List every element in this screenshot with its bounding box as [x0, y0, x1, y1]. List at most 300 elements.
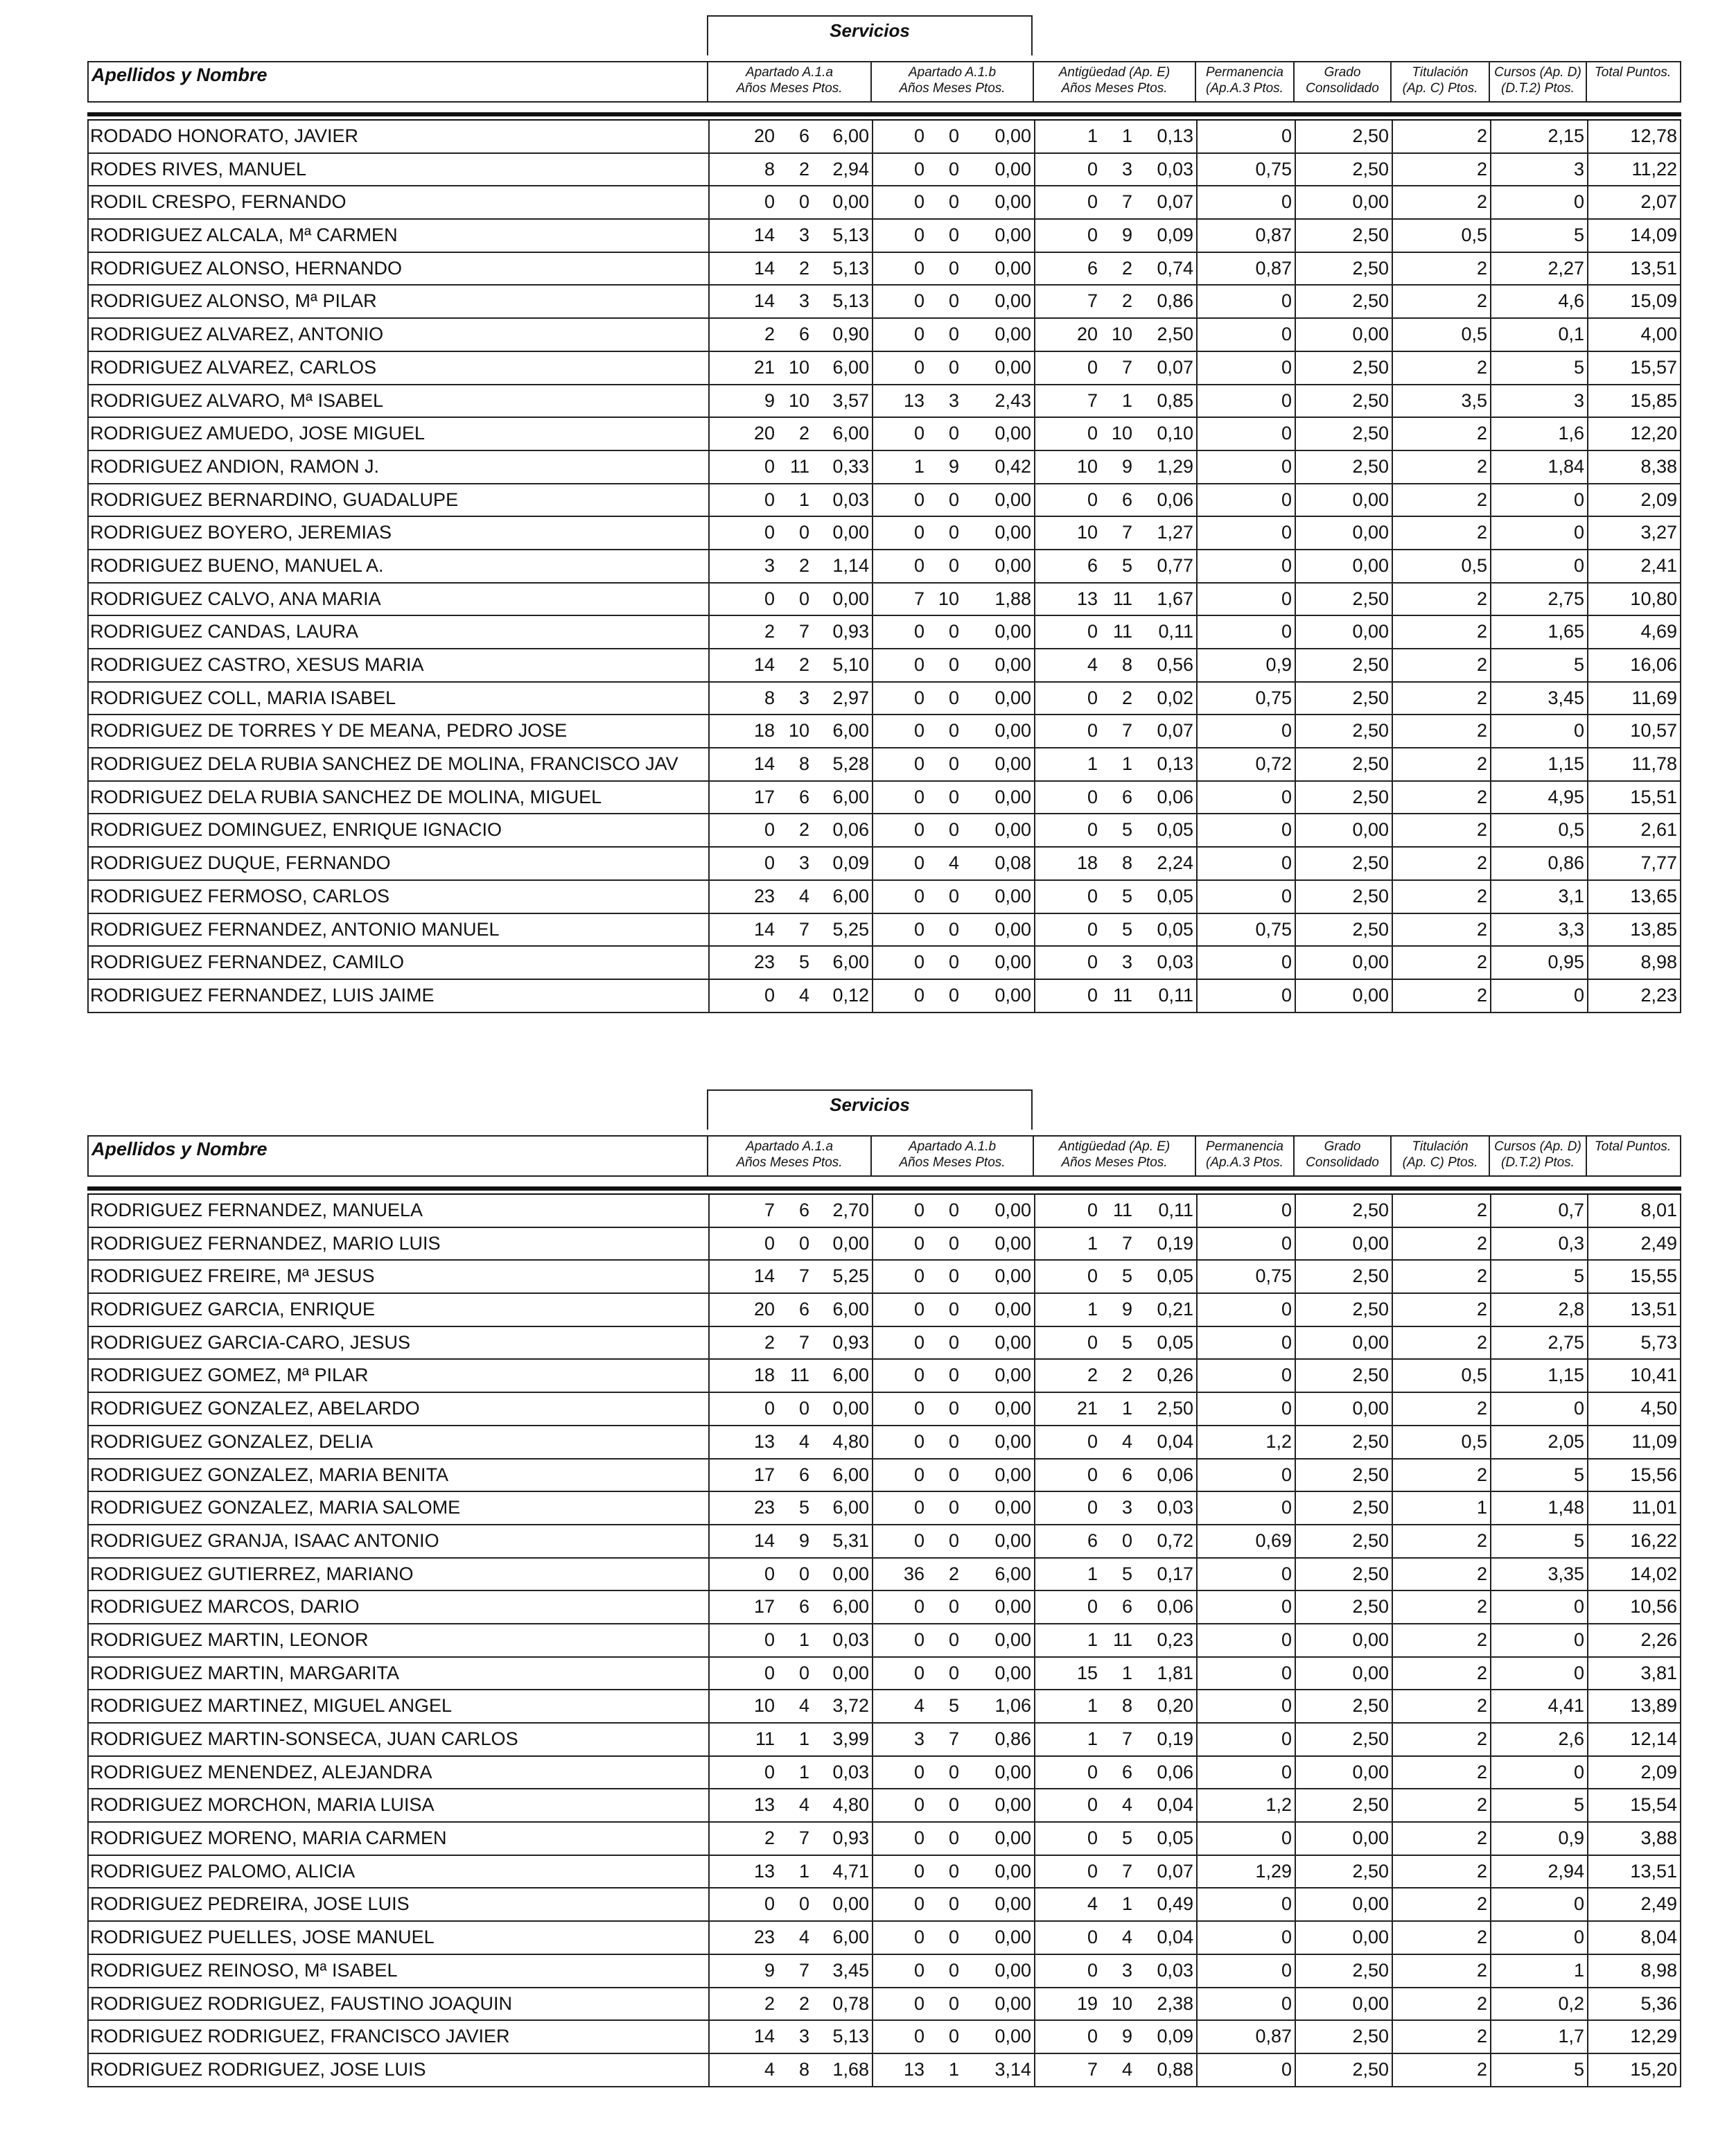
row-value: 0,5 [1392, 319, 1490, 351]
header-a1a-line1: Apartado A.1.a [745, 65, 834, 80]
row-value: 0 [1034, 782, 1101, 814]
row-value: 0,03 [1157, 1959, 1193, 1981]
row-value: 0,00 [1295, 1327, 1392, 1359]
table-row [89, 319, 1680, 352]
row-value: 16,06 [1587, 649, 1680, 681]
row-name: RODRIGUEZ GARCIA, ENRIQUE [90, 1299, 376, 1320]
row-value: 0 [708, 1624, 778, 1656]
row-value: 15,09 [1587, 286, 1680, 317]
row-value: 0 [948, 654, 959, 675]
row-value: 4,71 [832, 1860, 869, 1882]
row-value: 0 [948, 786, 959, 807]
row-value: 0,00 [994, 1959, 1031, 1981]
row-value: 2 [1392, 1658, 1490, 1690]
row-value: 0,00 [1295, 517, 1392, 549]
row-value: 0 [1196, 1294, 1295, 1326]
header-grado [1293, 62, 1390, 101]
row-value: 0,86 [1490, 848, 1587, 879]
row-value: 3 [1121, 1959, 1132, 1981]
row-name: RODRIGUEZ BOYERO, JEREMIAS [90, 522, 392, 543]
row-value: 4 [708, 2054, 778, 2086]
row-value: 3,45 [1490, 683, 1587, 715]
row-value: 14 [708, 220, 778, 252]
row-value: 0,10 [1157, 423, 1193, 444]
row-value: 0,13 [1157, 753, 1193, 775]
row-value: 0,06 [1157, 786, 1193, 807]
row-value: 3 [1490, 154, 1587, 186]
row-name: RODRIGUEZ DELA RUBIA SANCHEZ DE MOLINA, FRANCISCO JAV [90, 753, 678, 775]
row-value: 14 [708, 1261, 778, 1292]
row-value: 0,07 [1157, 1860, 1193, 1882]
row-value: 2 [1392, 782, 1490, 814]
row-value: 0 [1034, 1492, 1101, 1524]
row-name: RODRIGUEZ FERMOSO, CARLOS [90, 885, 390, 906]
row-value: 2,50 [1295, 584, 1392, 615]
row-value: 2,07 [1587, 186, 1680, 218]
row-value: 0 [872, 484, 927, 516]
row-value: 2 [1034, 1360, 1101, 1392]
row-value: 0,05 [1157, 1265, 1193, 1287]
table-row [89, 1525, 1680, 1559]
row-value: 36 [872, 1559, 927, 1590]
header-cursos-line2: (D.T.2) Ptos. [1501, 81, 1575, 96]
row-value: 0 [1034, 947, 1101, 979]
row-value: 0 [798, 1563, 809, 1584]
row-value: 0,06 [1157, 489, 1193, 510]
row-value: 0 [872, 154, 927, 186]
row-value: 0,00 [994, 918, 1031, 940]
row-value: 0 [872, 1988, 927, 2020]
row-value: 0 [1196, 1988, 1295, 2020]
row-value: 0,00 [994, 191, 1031, 213]
row-value: 0 [708, 848, 778, 879]
row-value: 3,72 [832, 1695, 869, 1717]
row-value: 2 [1392, 814, 1490, 846]
row-value: 1 [1034, 1228, 1101, 1260]
row-value: 7 [798, 1265, 809, 1287]
row-value: 2 [1392, 1559, 1490, 1590]
row-value: 15 [1034, 1658, 1101, 1690]
row-value: 5,13 [832, 2026, 869, 2047]
row-value: 5 [1121, 885, 1132, 906]
row-value: 7 [708, 1195, 778, 1227]
row-value: 0,12 [832, 984, 869, 1006]
row-value: 4,80 [832, 1430, 869, 1452]
row-name: RODADO HONORATO, JAVIER [90, 125, 359, 146]
row-value: 0 [1196, 1624, 1295, 1656]
row-value: 2 [1392, 484, 1490, 516]
row-value: 13 [708, 1856, 778, 1888]
row-value: 5 [798, 1497, 809, 1518]
row-value: 0,04 [1157, 1927, 1193, 1948]
row-value: 0 [872, 1360, 927, 1392]
row-value: 0,00 [994, 2026, 1031, 2047]
row-value: 0 [872, 1393, 927, 1425]
row-value: 0 [948, 1828, 959, 1849]
row-value: 0 [1196, 286, 1295, 317]
row-value: 0,75 [1196, 1261, 1295, 1292]
row-value: 3 [1121, 952, 1132, 973]
row-value: 0,00 [994, 522, 1031, 543]
row-name: RODRIGUEZ AMUEDO, JOSE MIGUEL [90, 423, 426, 444]
row-value: 0 [1034, 1789, 1101, 1821]
row-value: 0,78 [832, 1992, 869, 2014]
header-a1b [870, 62, 1033, 101]
row-value: 0 [798, 588, 809, 609]
row-value: 18 [1034, 848, 1101, 879]
row-value: 10 [1111, 1992, 1132, 2014]
row-name: RODES RIVES, MANUEL [90, 158, 307, 179]
row-value: 0,00 [1295, 550, 1392, 582]
row-value: 4,80 [832, 1794, 869, 1816]
row-value: 0 [948, 1927, 959, 1948]
row-value: 2,50 [1295, 121, 1392, 152]
row-value: 6 [1034, 1525, 1101, 1557]
row-value: 2 [1392, 1955, 1490, 1987]
row-value: 6,00 [832, 885, 869, 906]
row-value: 0,00 [1295, 947, 1392, 979]
row-value: 0,11 [1158, 1200, 1193, 1220]
row-value: 0,5 [1392, 550, 1490, 582]
row-value: 0,09 [1157, 2026, 1193, 2047]
row-value: 8,98 [1587, 1955, 1680, 1987]
row-value: 2 [708, 1823, 778, 1855]
row-value: 0,00 [994, 885, 1031, 906]
row-value: 2 [1392, 748, 1490, 780]
row-value: 0 [948, 1794, 959, 1816]
row-value: 0,00 [832, 1662, 869, 1683]
row-value: 3,14 [994, 2058, 1031, 2080]
row-value: 0 [1196, 517, 1295, 549]
row-value: 7 [798, 621, 809, 642]
row-value: 5 [1490, 220, 1587, 252]
row-value: 2,50 [1295, 748, 1392, 780]
row-value: 17 [708, 782, 778, 814]
row-value: 2 [1392, 1460, 1490, 1491]
row-value: 0 [948, 918, 959, 940]
row-value: 0,00 [994, 786, 1031, 807]
row-value: 14 [708, 649, 778, 681]
row-value: 4 [798, 1927, 809, 1948]
row-value: 7 [798, 1331, 809, 1353]
header-a1b-line2: Años Meses Ptos. [899, 1155, 1006, 1170]
row-value: 4 [1121, 2058, 1132, 2080]
row-value: 1,2 [1196, 1789, 1295, 1821]
row-value: 0,07 [1157, 356, 1193, 378]
row-value: 0 [798, 1662, 809, 1683]
row-value: 7 [1121, 191, 1132, 213]
row-value: 2 [1392, 1261, 1490, 1292]
row-value: 2 [1392, 1228, 1490, 1260]
row-value: 0 [1196, 1823, 1295, 1855]
row-value: 0,09 [1157, 225, 1193, 246]
row-name: RODRIGUEZ ANDION, RAMON J. [90, 455, 380, 477]
row-value: 1,81 [1157, 1662, 1193, 1683]
row-value: 2,50 [1295, 253, 1392, 285]
row-name: RODRIGUEZ CANDAS, LAURA [90, 621, 359, 642]
row-value: 2 [798, 257, 809, 279]
row-value: 0,5 [1490, 814, 1587, 846]
row-value: 0 [1034, 616, 1101, 648]
row-value: 10 [708, 1690, 778, 1722]
row-value: 6,00 [832, 952, 869, 973]
row-value: 0 [872, 186, 927, 218]
row-value: 0 [1196, 1955, 1295, 1987]
row-value: 5 [1490, 1261, 1587, 1292]
row-value: 0,00 [994, 1629, 1031, 1650]
row-value: 0,87 [1196, 2021, 1295, 2053]
row-value: 20 [1034, 319, 1101, 351]
row-value: 2 [1392, 683, 1490, 715]
row-value: 0 [1034, 220, 1101, 252]
header-perm-line2: (Ap.A.3 Ptos. [1206, 1155, 1283, 1170]
row-value: 0,85 [1157, 389, 1193, 411]
row-value: 0,93 [832, 1828, 869, 1849]
row-value: 2,05 [1490, 1426, 1587, 1458]
row-value: 0 [872, 1955, 927, 1987]
row-value: 14 [708, 1525, 778, 1557]
row-value: 1 [1121, 753, 1132, 775]
row-value: 0 [1490, 980, 1587, 1012]
row-value: 3,3 [1490, 914, 1587, 946]
row-value: 2 [1392, 121, 1490, 152]
row-value: 0 [1034, 715, 1101, 747]
row-value: 2 [1392, 649, 1490, 681]
row-name: RODRIGUEZ GOMEZ, Mª PILAR [90, 1365, 369, 1386]
row-name: RODRIGUEZ PALOMO, ALICIA [90, 1860, 356, 1882]
row-value: 10,80 [1587, 584, 1680, 615]
row-value: 5 [1121, 1265, 1132, 1287]
row-name: RODRIGUEZ RODRIGUEZ, FAUSTINO JOAQUIN [90, 1992, 513, 2014]
row-value: 9 [1121, 1299, 1132, 1320]
table-row [89, 881, 1680, 914]
row-name: RODRIGUEZ FREIRE, Mª JESUS [90, 1265, 375, 1287]
row-value: 0,88 [1157, 2058, 1193, 2080]
row-value: 2,50 [1295, 1591, 1392, 1623]
row-value: 0 [1034, 2021, 1101, 2053]
row-value: 7 [1121, 1728, 1132, 1749]
row-value: 0 [948, 1299, 959, 1320]
row-value: 0 [948, 1200, 959, 1220]
row-value: 3 [1121, 158, 1132, 179]
row-value: 17 [708, 1591, 778, 1623]
row-value: 0,72 [1196, 748, 1295, 780]
row-value: 0,19 [1157, 1728, 1193, 1749]
row-value: 1 [798, 489, 809, 510]
row-value: 3 [872, 1724, 927, 1755]
row-value: 6 [798, 1200, 809, 1220]
row-value: 10 [788, 356, 809, 378]
row-value: 2,23 [1587, 980, 1680, 1012]
row-value: 1 [1490, 1955, 1587, 1987]
table-row [89, 1195, 1680, 1228]
row-value: 2,50 [1295, 352, 1392, 384]
row-value: 0 [948, 225, 959, 246]
row-value: 8 [1121, 1695, 1132, 1717]
row-value: 0,00 [994, 1596, 1031, 1618]
row-value: 2,41 [1587, 550, 1680, 582]
row-value: 0 [1196, 418, 1295, 450]
row-value: 0 [1034, 186, 1101, 218]
row-value: 0 [872, 649, 927, 681]
row-value: 6 [798, 1596, 809, 1618]
header-total [1586, 62, 1678, 101]
row-value: 0,00 [994, 819, 1031, 841]
row-value: 2 [1392, 1856, 1490, 1888]
row-value: 3 [798, 225, 809, 246]
row-value: 2,50 [1295, 220, 1392, 252]
row-name: RODRIGUEZ ALVAREZ, CARLOS [90, 356, 377, 378]
row-value: 2,50 [1295, 881, 1392, 913]
row-value: 0 [1034, 154, 1101, 186]
table-row [89, 1591, 1680, 1624]
row-value: 7 [798, 1959, 809, 1981]
row-value: 2 [1392, 352, 1490, 384]
row-value: 2 [1392, 1724, 1490, 1755]
row-value: 10,56 [1587, 1591, 1680, 1623]
row-value: 2,50 [1295, 848, 1392, 879]
row-value: 1 [798, 1860, 809, 1882]
row-value: 0 [872, 683, 927, 715]
row-value: 0 [1034, 814, 1101, 846]
row-value: 2 [798, 819, 809, 841]
row-value: 0 [1196, 319, 1295, 351]
header-a1a [707, 62, 870, 101]
row-value: 8 [1121, 654, 1132, 675]
row-value: 0,00 [994, 554, 1031, 576]
row-value: 5 [1121, 1563, 1132, 1584]
row-value: 0,11 [1158, 984, 1193, 1006]
row-value: 0,00 [1295, 616, 1392, 648]
row-value: 0 [872, 1789, 927, 1821]
row-value: 10,57 [1587, 715, 1680, 747]
row-value: 0,00 [1295, 1988, 1392, 2020]
row-value: 0 [1034, 1856, 1101, 1888]
row-value: 1,84 [1490, 451, 1587, 483]
row-value: 4 [798, 1430, 809, 1452]
row-value: 0 [872, 517, 927, 549]
row-value: 6,00 [832, 423, 869, 444]
row-value: 2,50 [1295, 1426, 1392, 1458]
row-value: 0,56 [1157, 654, 1193, 675]
table-row [89, 1658, 1680, 1691]
table-row [89, 517, 1680, 550]
row-name: RODRIGUEZ DUQUE, FERNANDO [90, 852, 391, 874]
row-value: 0,17 [1157, 1563, 1193, 1584]
table-row [89, 715, 1680, 748]
table-row [89, 121, 1680, 154]
row-value: 0 [1196, 947, 1295, 979]
row-value: 2 [1392, 1757, 1490, 1789]
table-row [89, 550, 1680, 584]
row-value: 9 [798, 1530, 809, 1551]
row-value: 2 [1392, 1988, 1490, 2020]
row-value: 1,6 [1490, 418, 1587, 450]
row-value: 4 [948, 852, 959, 874]
row-value: 0,08 [994, 852, 1031, 874]
row-value: 16,22 [1587, 1525, 1680, 1557]
row-value: 0 [798, 1232, 809, 1254]
row-value: 0,05 [1157, 918, 1193, 940]
row-value: 3 [798, 290, 809, 312]
row-value: 0 [948, 687, 959, 708]
row-value: 1 [1034, 1724, 1101, 1755]
row-value: 2 [1392, 881, 1490, 913]
row-value: 11 [789, 1365, 809, 1386]
row-value: 2 [1392, 1525, 1490, 1557]
row-value: 3 [1121, 1497, 1132, 1518]
table-row [89, 584, 1680, 617]
row-value: 0 [1196, 484, 1295, 516]
row-value: 10 [1034, 517, 1101, 549]
row-value: 0 [872, 1460, 927, 1491]
row-value: 15,56 [1587, 1460, 1680, 1491]
row-value: 2,50 [1295, 1294, 1392, 1326]
header-ant [1033, 62, 1195, 101]
servicios-header: Servicios [707, 1089, 1033, 1130]
row-value: 0 [948, 191, 959, 213]
row-value: 2,50 [1295, 649, 1392, 681]
row-value: 1 [1034, 1690, 1101, 1722]
row-value: 10 [788, 720, 809, 742]
row-value: 0 [1196, 1724, 1295, 1755]
row-value: 2 [708, 1988, 778, 2020]
row-value: 8,01 [1587, 1195, 1680, 1227]
row-name: RODRIGUEZ MENENDEZ, ALEJANDRA [90, 1761, 432, 1782]
row-value: 0,00 [994, 1265, 1031, 1287]
row-value: 7 [1121, 1860, 1132, 1882]
table-row [89, 683, 1680, 716]
row-value: 2 [1121, 257, 1132, 279]
table-row [89, 186, 1680, 220]
row-value: 2 [1392, 286, 1490, 317]
row-value: 2,50 [1157, 1398, 1193, 1419]
row-value: 13,85 [1587, 914, 1680, 946]
row-value: 5 [1490, 352, 1587, 384]
row-value: 0 [872, 848, 927, 879]
row-value: 5,10 [832, 654, 869, 675]
row-value: 0 [1490, 1658, 1587, 1690]
row-value: 0,00 [994, 753, 1031, 775]
row-value: 0 [872, 715, 927, 747]
row-value: 2 [1121, 1365, 1132, 1386]
row-value: 5,31 [832, 1530, 869, 1551]
row-name: RODRIGUEZ ALONSO, HERNANDO [90, 257, 403, 279]
row-value: 0,00 [994, 1860, 1031, 1882]
row-value: 8 [798, 2058, 809, 2080]
row-value: 2,50 [1295, 1789, 1392, 1821]
row-value: 0 [1034, 352, 1101, 384]
table-row [89, 1559, 1680, 1592]
table-row [89, 1955, 1680, 1988]
row-value: 0 [872, 1624, 927, 1656]
row-value: 14 [708, 2021, 778, 2053]
row-value: 2 [1392, 1624, 1490, 1656]
row-value: 0 [1490, 1888, 1587, 1920]
row-value: 1 [1121, 1662, 1132, 1683]
row-value: 0,77 [1157, 554, 1193, 576]
row-value: 0 [708, 484, 778, 516]
row-value: 17 [708, 1460, 778, 1491]
row-value: 5 [1490, 1460, 1587, 1491]
row-value: 9 [948, 455, 959, 477]
row-value: 0 [948, 158, 959, 179]
row-value: 0,2 [1490, 1988, 1587, 2020]
row-value: 0 [872, 914, 927, 946]
header-perm-line1: Permanencia [1206, 65, 1283, 80]
row-value: 0,69 [1196, 1525, 1295, 1557]
row-value: 0 [872, 286, 927, 317]
